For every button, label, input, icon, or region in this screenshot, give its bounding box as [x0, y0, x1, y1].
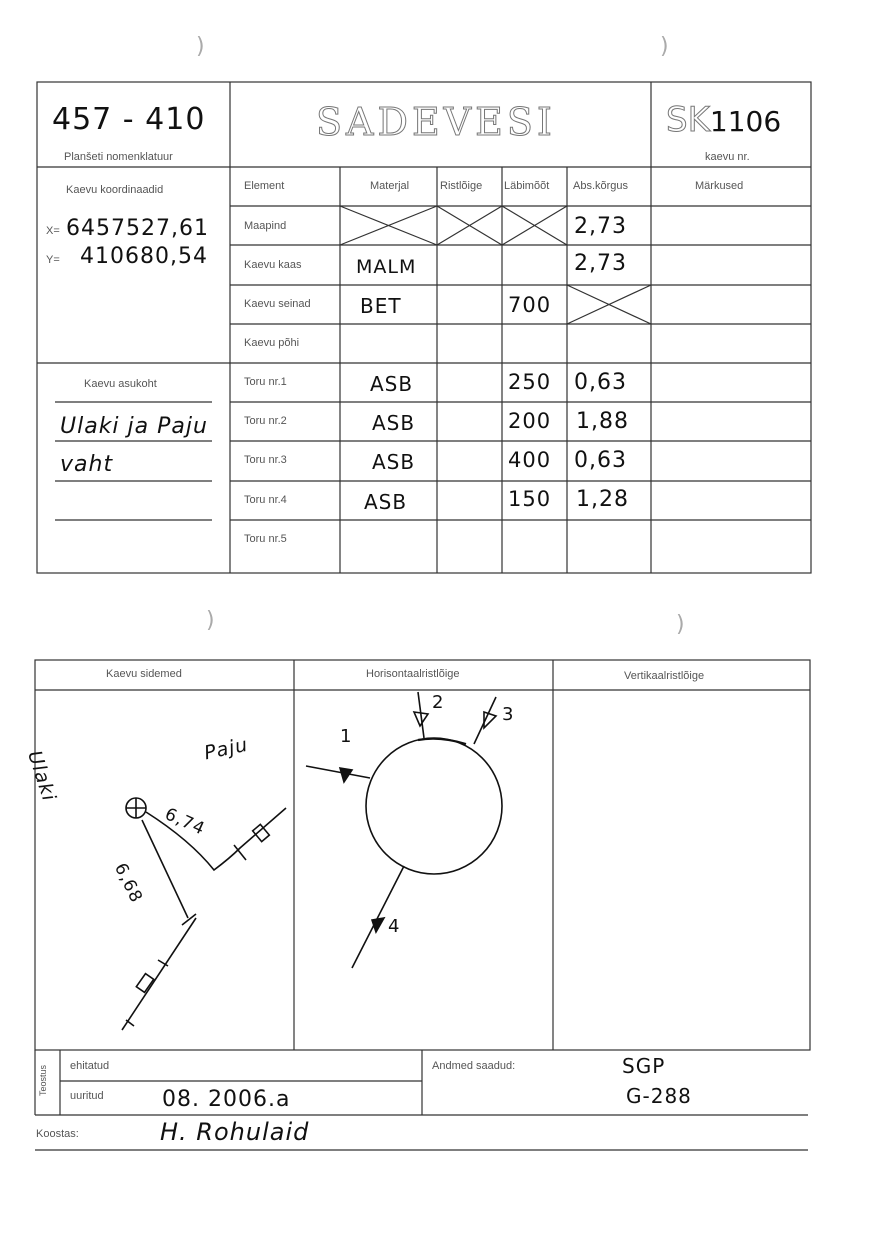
location-line2: vaht [60, 452, 114, 477]
y-coordinate: 410680,54 [80, 244, 208, 269]
row-diameter: 250 [508, 370, 552, 394]
row-material: ASB [364, 490, 408, 514]
punch-mark: ) [206, 608, 215, 633]
header-element: Element [244, 180, 285, 192]
row-diameter: 400 [508, 448, 552, 472]
distance-label-1: 6,74 [161, 804, 209, 840]
header-notes: Märkused [695, 180, 744, 192]
nomenclature-label: Planšeti nomenklatuur [64, 151, 173, 163]
data-source-label: Andmed saadud: [432, 1060, 516, 1072]
row-element: Toru nr.5 [244, 533, 287, 545]
x-label: X= [46, 225, 60, 237]
location-line1: Ulaki ja Paju [60, 414, 208, 439]
row-height: 2,73 [574, 251, 627, 276]
data-source-value-2: G-288 [626, 1084, 692, 1108]
row-diameter: 200 [508, 409, 552, 433]
well-number-value: 1106 [709, 105, 782, 138]
distance-label-2: 6,68 [110, 860, 147, 907]
nomenclature-value: 457 - 410 [52, 102, 206, 137]
row-height: 0,63 [574, 370, 627, 395]
street-label-2: Paju [202, 733, 251, 765]
row-material: ASB [372, 411, 416, 435]
row-height: 2,73 [574, 214, 627, 239]
header-cross-section: Ristlõige [440, 180, 483, 192]
y-label: Y= [46, 254, 60, 266]
location-label: Kaevu asukoht [84, 378, 157, 390]
row-material: MALM [356, 256, 417, 278]
row-element: Toru nr.1 [244, 376, 287, 388]
street-label-1: Ulaki [23, 748, 61, 805]
cross-section-sketch [306, 692, 502, 968]
punch-mark: ) [660, 34, 669, 59]
row-material: ASB [370, 372, 414, 396]
surveyed-value: 08. 2006.a [162, 1087, 291, 1112]
row-element: Toru nr.4 [244, 494, 287, 506]
data-source-value-1: SGP [622, 1054, 666, 1078]
page-title: SADEVESI [316, 100, 556, 144]
row-element: Kaevu kaas [244, 259, 302, 271]
pipe-number: 4 [388, 916, 401, 937]
punch-mark: ) [196, 34, 205, 59]
x-coordinate: 6457527,61 [66, 216, 209, 241]
row-diameter: 700 [508, 293, 552, 317]
row-material: ASB [372, 450, 416, 474]
row-height: 1,88 [576, 409, 629, 434]
row-material: BET [360, 294, 402, 318]
row-element: Maapind [244, 220, 287, 232]
header-diameter: Läbimõõt [504, 180, 550, 192]
well-number-prefix: SK [666, 100, 710, 140]
pipe-number: 3 [502, 704, 515, 725]
header-material: Materjal [370, 180, 410, 192]
well-sketch [122, 798, 286, 1030]
row-element: Toru nr.2 [244, 415, 287, 427]
header-abs-height: Abs.kõrgus [573, 180, 629, 192]
row-height: 1,28 [576, 487, 629, 512]
header-well-connections: Kaevu sidemed [106, 668, 182, 680]
row-diameter: 150 [508, 487, 552, 511]
well-number-label: kaevu nr. [705, 151, 750, 163]
pipe-number: 2 [432, 692, 445, 713]
side-label: Teostus [38, 1064, 48, 1096]
compiled-by-value: H. Rohulaid [160, 1118, 310, 1146]
row-height: 0,63 [574, 448, 627, 473]
header-vertical-section: Vertikaalristlõige [624, 670, 705, 682]
pipe-number: 1 [340, 726, 353, 747]
punch-mark: ) [676, 612, 685, 637]
surveyed-label: uuritud [70, 1090, 104, 1102]
row-element: Toru nr.3 [244, 454, 287, 466]
compiled-by-label: Koostas: [36, 1128, 79, 1140]
row-element: Kaevu seinad [244, 298, 311, 310]
coordinates-label: Kaevu koordinaadid [66, 184, 164, 196]
built-label: ehitatud [70, 1060, 110, 1072]
row-element: Kaevu põhi [244, 337, 300, 349]
header-horizontal-section: Horisontaalristlõige [366, 668, 460, 680]
